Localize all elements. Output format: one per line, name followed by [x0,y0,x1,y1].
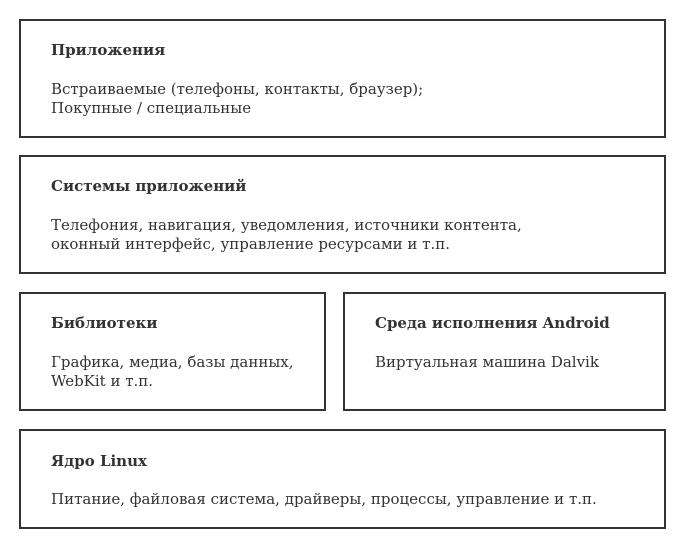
libraries-description [51,353,294,391]
app-framework-description [51,216,522,254]
app-framework-layer [19,155,666,274]
linux-kernel-description [51,490,597,509]
android-runtime-description [375,353,599,372]
android-runtime-title: Среда исполнения Android [375,314,610,332]
libraries-title: Библиотеки [51,314,158,332]
libraries-layer [19,292,326,411]
android-runtime-line-1: Виртуальная машина Dalvik [375,353,599,371]
linux-kernel-layer [19,429,666,529]
applications-description [51,80,423,118]
applications-line-2: Покупные / специальные [51,99,252,117]
linux-kernel-title: Ядро Linux [51,452,147,470]
libraries-line-1: Графика, медиа, базы данных, [51,353,294,371]
linux-kernel-line-1: Питание, файловая система, драйверы, процессы, управление и т.п. [51,490,597,508]
app-framework-line-2: оконный интерфейс, управление ресурсами и т.п. [51,235,451,253]
applications-line-1: Встраиваемые (телефоны, контакты, браузер); [51,80,424,98]
applications-layer [19,19,666,138]
app-framework-line-1: Телефония, навигация, уведомления, источники контента, [51,216,522,234]
applications-title: Приложения [51,41,166,59]
android-runtime-layer [343,292,666,411]
libraries-line-2: WebKit и т.п. [51,372,154,390]
app-framework-title: Системы приложений [51,177,247,195]
